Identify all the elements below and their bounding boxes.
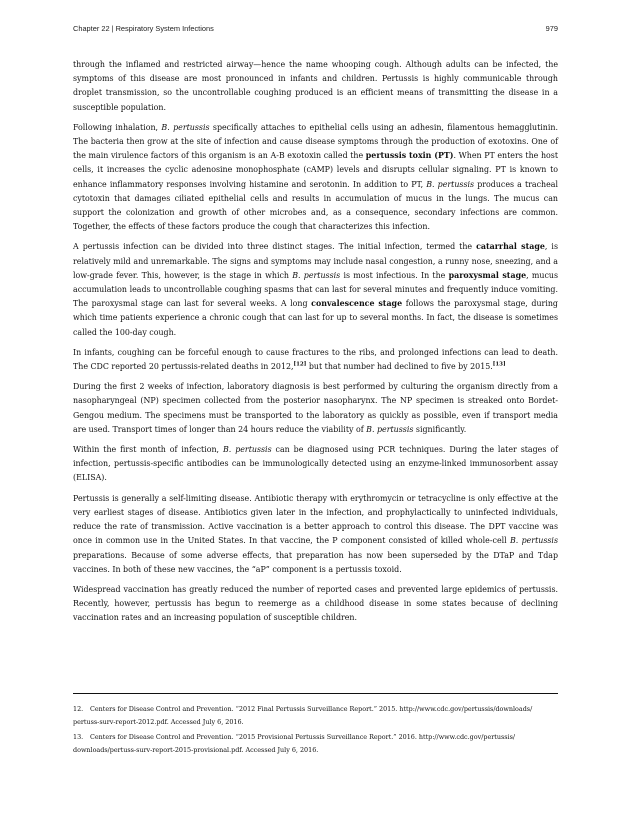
text-run: follows the paroxysmal stage, during which time patients experience a chronic cough that can last for up to several months. In fact, the disease is sometimes called the 100-day cough.	[73, 299, 558, 337]
body-text	[73, 58, 558, 632]
text-run: A pertussis infection can be divided into three distinct stages. The initial infection, termed the	[73, 242, 477, 252]
footnote-number: 13.	[73, 732, 84, 741]
text-run: produces a tracheal cytotoxin that damages ciliated epithelial cells and results in accumulation of mucus in the lungs. The mucus can support the colonization and growth of other microbes and, as a consequence, secondary infections are common. Together, the effects of these factors produce the cough that characterizes this infection.	[73, 179, 559, 232]
species-name: B. pertussis	[161, 122, 210, 132]
key-term: convalescence stage	[311, 299, 403, 309]
running-header	[73, 24, 558, 38]
footnote-divider	[73, 693, 558, 694]
species-name: B. pertussis	[292, 270, 341, 280]
text-run: Within the first month of infection,	[73, 445, 223, 455]
footnote-text: Centers for Disease Control and Prevention. “2012 Final Pertussis Surveillance Report.” 2015. http://www.cdc.gov/pertussis/downloads/ pertuss-surv-report-2012.pdf. Accessed July 6, 2016.	[73, 705, 533, 727]
text-run: , mucus accumulation leads to uncontrollable coughing spasms that can last for several minutes and frequently induce vomiting. The paroxysmal stage can last for several weeks. A long	[73, 270, 558, 309]
paragraph	[73, 240, 558, 339]
text-run: . When PT enters the host cells, it increases the cyclic adenosine monophosphate (cAMP) levels and disrupts cellular signaling. PT is known to enhance inflammatory responses involving histamine and serotonin. In addition to PT,	[73, 151, 558, 189]
text-run: through the inflamed and restricted airway—hence the name whooping cough. Although adults can be infected, the symptoms of this disease are most pronounced in infants and children. Pertussis is highly communicable through droplet transmission, so the uncontrollable coughing produced is an efficient means of transmitting the disease in a susceptible population.	[73, 60, 558, 112]
paragraph	[73, 58, 558, 115]
text-run: significantly.	[413, 424, 467, 434]
footnote-number: 12.	[73, 705, 84, 713]
chapter-title: Chapter 22 | Respiratory System Infections	[73, 24, 214, 33]
text-run: is most infectious. In the	[340, 270, 449, 280]
footnotes	[73, 703, 558, 759]
footnote	[73, 731, 558, 758]
paragraph	[73, 443, 558, 486]
species-name: B. pertussis	[426, 179, 475, 189]
text-run: During the first 2 weeks of infection, laboratory diagnosis is best performed by culturing the organism directly from a nasopharyngeal (NP) specimen collected from the posterior nasopharynx. The NP specimen is streaked onto Bordet-Gengou medium. The specimens must be transported to the laboratory as quickly as possible, even if transport media are used. Transport times of longer than 24 hours reduce the viability of	[73, 382, 558, 434]
text-run: In infants, coughing can be forceful enough to cause fractures to the ribs, and prolonged infections can lead to death. The CDC reported 20 pertussis-related deaths in 2012,	[73, 347, 558, 372]
paragraph	[73, 380, 558, 437]
paragraph	[73, 121, 558, 235]
text-run: preparations. Because of some adverse effects, that preparation has now been superseded by the DTaP and Tdap vaccines. In both of these new vaccines, the “aP” component is a pertussis toxoid.	[73, 550, 558, 574]
text-run: , is relatively mild and unremarkable. The signs and symptoms may include nasal congestion, a runny nose, sneezing, and a low-grade fever. This, however, is the stage in which	[73, 242, 558, 280]
species-name: B. pertussis	[509, 536, 558, 546]
key-term: paroxysmal stage	[448, 270, 527, 280]
text-run: Pertussis is generally a self-limiting disease. Antibiotic therapy with erythromycin or tetracycline is only effective at the very earliest stages of disease. Antibiotics given later in the infection, and prophylactically to uninfected individuals, reduce the rate of transmission. Active vaccination is a better approach to control this disease. The DPT vaccine was once in common use in the United States. In that vaccine, the P component consisted of killed whole-cell	[73, 493, 558, 546]
footnote-text: Centers for Disease Control and Prevention. “2015 Provisional Pertussis Surveillance Report.” 2016. http://www.cdc.gov/pertussis/ downloads/pertuss-surv-report-2015-provisional.pdf. Accessed July 6, 2016.	[73, 732, 516, 755]
paragraph	[73, 346, 558, 374]
footnote-reference[interactable]: [13]	[492, 361, 506, 368]
paragraph	[73, 492, 558, 577]
footnote	[73, 703, 558, 730]
footnote-reference[interactable]: [12]	[293, 361, 307, 368]
page-number: 979	[545, 24, 558, 33]
key-term: pertussis toxin (PT)	[365, 151, 454, 161]
text-run: can be diagnosed using PCR techniques. During the later stages of infection, pertussis-specific antibodies can be immunologically detected using an enzyme-linked immunosorbent assay (ELISA).	[73, 445, 558, 483]
text-run: Following inhalation,	[73, 122, 162, 132]
paragraph	[73, 583, 558, 626]
text-run: Widespread vaccination has greatly reduced the number of reported cases and prevented large epidemics of pertussis. Recently, however, pertussis has begun to reemerge as a childhood disease in some states because of declining vaccination rates and an increasing population of susceptible children.	[73, 584, 558, 623]
species-name: B. pertussis	[366, 424, 414, 434]
key-term: catarrhal stage	[476, 242, 545, 252]
text-run: specifically attaches to epithelial cells using an adhesin, filamentous hemagglutinin. The bacteria then grow at the site of infection and cause disease symptoms through the production of exotoxins. One of the main virulence factors of this organism is an A-B exotoxin called the	[73, 122, 558, 161]
text-run: but that number had declined to five by 2015.	[306, 362, 493, 372]
species-name: B. pertussis	[222, 445, 272, 455]
